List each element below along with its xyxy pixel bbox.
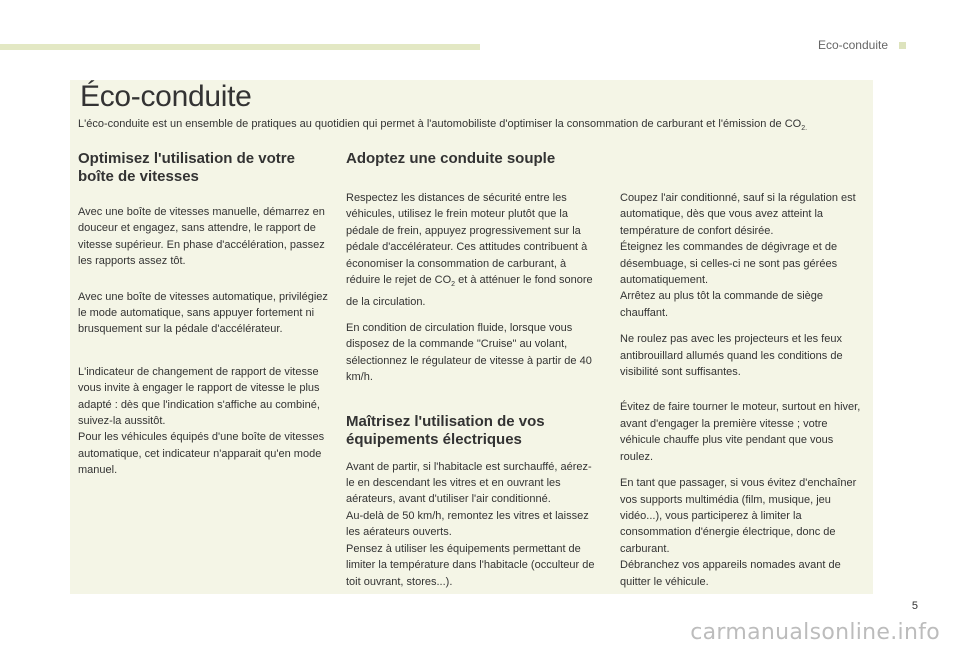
right-column bbox=[620, 190, 862, 590]
header-accent-bar bbox=[0, 44, 480, 50]
heated-seat-paragraph: Arrêtez au plus tôt la commande de siège chauffant. bbox=[620, 290, 824, 319]
passenger-media-paragraph: En tant que passager, si vous évitez d'enchaîner vos supports multimédia (film, musique, jeu vidéo...), vous participerez à limiter la consommation d'énergie électrique, donc de carburant. bbox=[620, 477, 857, 555]
electric-heading-line1: Maîtrisez l'utilisation de vos bbox=[346, 412, 545, 430]
smooth-driving-section bbox=[346, 150, 596, 590]
smooth-driving-subscript: 2 bbox=[451, 281, 456, 289]
smooth-driving-text: Respectez les distances de sécurité entre les véhicules, utilisez le frein moteur plutôt que la pédale de frein, appuyez progressivement sur la pédale d'accélérateur. Ces attitudes contribuent à économiser la consommation de carburant, à réduire le rejet de CO bbox=[346, 192, 588, 287]
nomadic-devices-paragraph: Débranchez vos appareils nomades avant de quitter le véhicule. bbox=[620, 559, 841, 588]
page-number: 5 bbox=[911, 600, 918, 612]
gearbox-heading-line2: boîte de vitesses bbox=[78, 168, 199, 185]
headlights-paragraph: Ne roulez pas avec les projecteurs et les feux antibrouillard allumés quand les conditions de visibilité sont suffisantes. bbox=[620, 333, 843, 379]
intro-paragraph bbox=[78, 116, 858, 137]
intro-text: L'éco-conduite est un ensemble de pratiques au quotidien qui permet à l'automobiliste d'optimiser la consommation de carburant et l'émission de CO bbox=[78, 118, 802, 130]
gearbox-section bbox=[78, 150, 328, 479]
defrost-paragraph: Éteignez les commandes de dégivrage et de désembuage, si celles-ci ne sont pas gérées automatiquement. bbox=[620, 241, 838, 287]
smooth-driving-heading: Adoptez une conduite souple bbox=[346, 150, 556, 167]
electric-equipment-heading bbox=[346, 413, 596, 449]
section-title: Eco-conduite bbox=[817, 38, 888, 52]
page-title: Éco-conduite bbox=[80, 80, 252, 113]
header-square-marker bbox=[899, 42, 906, 49]
intro-subscript: 2. bbox=[801, 125, 808, 133]
cruise-control-paragraph: En condition de circulation fluide, lorsque vous disposez de la commande "Cruise" au volant, sélectionnez le régulateur de vitesse à partir de 40 km/h. bbox=[346, 322, 592, 384]
gearbox-indicator-auto-paragraph: Pour les véhicules équipés d'une boîte de vitesses automatique, cet indicateur n'apparait qu'en mode manuel. bbox=[78, 431, 325, 477]
electric-ventilation-paragraph: Avant de partir, si l'habitacle est surchauffé, aérez-le en descendant les vitres et en ouvrant les aérateurs, avant d'utiliser l'air conditionné. bbox=[346, 460, 592, 506]
gearbox-heading bbox=[78, 150, 328, 186]
watermark: carmanualsonline.info bbox=[690, 620, 940, 645]
smooth-driving-text-end: et à atténuer le fond sonore de la circulation. bbox=[346, 274, 593, 308]
gearbox-manual-paragraph: Avec une boîte de vitesses manuelle, démarrez en douceur et engagez, sans attendre, le rapport de vitesse supérieur. En phase d'accélération, passez les rapports assez tôt. bbox=[78, 206, 325, 268]
electric-windows-paragraph: Au-delà de 50 km/h, remontez les vitres et laissez les aérateurs ouverts. bbox=[346, 509, 589, 539]
gearbox-indicator-paragraph: L'indicateur de changement de rapport de vitesse vous invite à engager le rapport de vitesse le plus adapté : dès que l'indication s'affiche au combiné, suivez-la aussitôt. bbox=[78, 365, 320, 428]
idle-engine-paragraph: Évitez de faire tourner le moteur, surtout en hiver, avant d'engager la première vitesse ; votre véhicule chauffe plus vite pendant que vous roulez. bbox=[620, 401, 861, 463]
gearbox-heading-line1: Optimisez l'utilisation de votre bbox=[78, 150, 295, 167]
aircon-paragraph: Coupez l'air conditionné, sauf si la régulation est automatique, dès que vous avez atteint la température de confort désirée. bbox=[620, 192, 856, 237]
smooth-driving-paragraph bbox=[346, 190, 596, 310]
gearbox-automatic-paragraph: Avec une boîte de vitesses automatique, privilégiez le mode automatique, sans appuyer fortement ni brusquement sur la pédale d'accélérateur. bbox=[78, 290, 328, 336]
electric-shades-paragraph: Pensez à utiliser les équipements permettant de limiter la température dans l'habitacle (occulteur de toit ouvrant, stores...). bbox=[346, 542, 595, 588]
electric-heading-line2: équipements électriques bbox=[346, 430, 522, 448]
